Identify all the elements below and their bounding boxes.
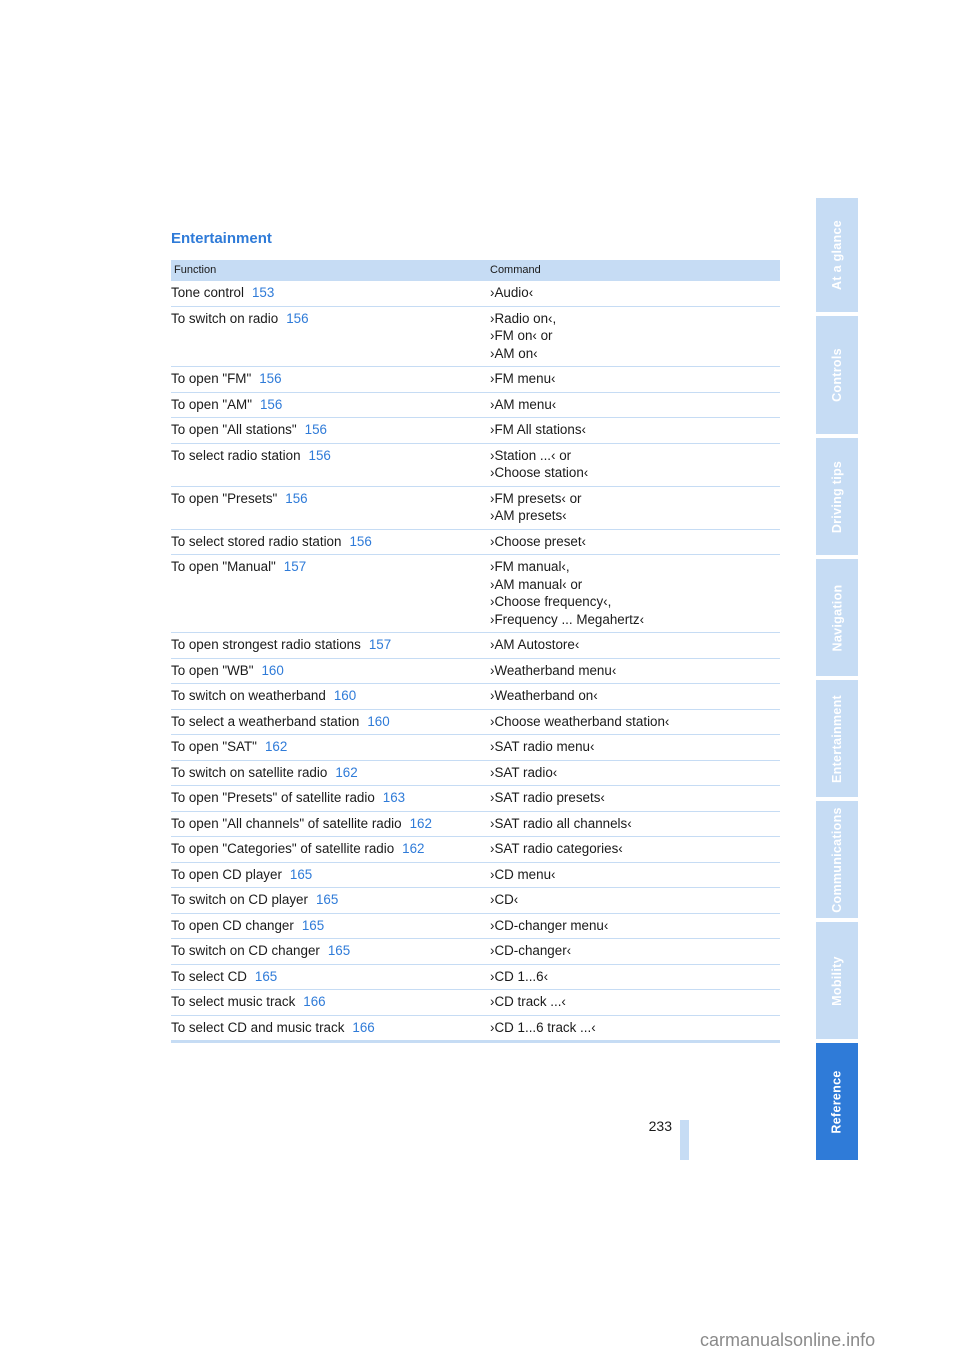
command-cell [490, 866, 780, 884]
page-number: 233 [648, 1118, 672, 1134]
function-cell [171, 815, 490, 833]
page-reference-link[interactable]: 166 [352, 1019, 375, 1035]
side-tab-at-a-glance[interactable] [816, 198, 858, 312]
function-cell [171, 738, 490, 756]
function-cell [171, 533, 490, 551]
function-cell [171, 942, 490, 960]
side-tab-label: Driving tips [830, 460, 845, 533]
function-text: To open "SAT" [171, 739, 257, 754]
table-row [171, 418, 780, 444]
function-text: To open "Presets" of satellite radio [171, 790, 375, 805]
command-cell [490, 636, 780, 654]
function-cell [171, 917, 490, 935]
page-reference-link[interactable]: 156 [259, 396, 283, 412]
function-cell [171, 891, 490, 909]
table-row [171, 863, 780, 889]
command-cell [490, 490, 780, 525]
function-text: To open CD player [171, 866, 282, 882]
command-text: ›FM presets‹ or [490, 490, 582, 506]
table-row [171, 990, 780, 1016]
function-text: To switch on CD player [171, 892, 308, 907]
command-text: ›Weatherband menu‹ [490, 662, 617, 678]
command-text: ›SAT radio menu‹ [490, 739, 595, 754]
table-row [171, 307, 780, 368]
function-text: To open "Presets" [171, 490, 278, 506]
table-header [171, 260, 780, 281]
table-row [171, 487, 780, 530]
side-tab-label: Controls [830, 348, 845, 402]
command-cell [490, 738, 780, 756]
function-text: To open "FM" [171, 371, 252, 386]
function-cell [171, 1019, 490, 1037]
function-text: To open "Categories" of satellite radio [171, 841, 395, 856]
function-text: To open "All channels" of satellite radio [171, 815, 402, 831]
page-reference-link[interactable]: 156 [304, 422, 327, 437]
table-row [171, 367, 780, 393]
page-reference-link[interactable]: 156 [286, 310, 309, 326]
command-text: ›SAT radio all channels‹ [490, 815, 632, 831]
function-text: To select music track [171, 994, 296, 1009]
side-tab-controls[interactable] [816, 316, 858, 434]
table-row [171, 965, 780, 991]
table-row [171, 281, 780, 307]
page-reference-link[interactable]: 162 [409, 815, 432, 831]
function-text: To open "WB" [171, 662, 254, 678]
table-row [171, 812, 780, 838]
function-text: To open "AM" [171, 396, 252, 412]
command-text: ›CD-changer menu‹ [490, 917, 609, 933]
page-reference-link[interactable]: 156 [285, 490, 308, 506]
command-cell [490, 917, 780, 935]
side-tab-driving-tips[interactable] [816, 438, 858, 555]
table-row [171, 530, 780, 556]
function-text: Tone control [171, 285, 244, 300]
command-cell [490, 447, 780, 482]
command-text: ›Audio‹ [490, 285, 534, 300]
section-title: Entertainment [171, 230, 272, 247]
function-cell [171, 993, 490, 1011]
page-reference-link[interactable]: 160 [367, 713, 390, 729]
function-text: To select radio station [171, 447, 301, 463]
command-cell [490, 764, 780, 782]
table-row [171, 888, 780, 914]
function-cell [171, 421, 490, 439]
command-text: ›Choose frequency‹, [490, 594, 612, 609]
table-row [171, 393, 780, 419]
function-cell [171, 713, 490, 731]
command-cell [490, 310, 780, 363]
header-command: Command [490, 263, 541, 276]
command-cell [490, 713, 780, 731]
function-text: To select CD and music track [171, 1019, 345, 1035]
page-reference-link[interactable]: 157 [368, 637, 392, 652]
function-text: To select stored radio station [171, 533, 342, 549]
command-cell [490, 789, 780, 807]
function-cell [171, 636, 490, 654]
page-reference-link[interactable]: 165 [301, 917, 325, 933]
side-tabs [816, 198, 858, 1160]
command-table [171, 260, 780, 1043]
table-row [171, 735, 780, 761]
page-reference-link[interactable]: 166 [303, 994, 326, 1009]
function-cell [171, 866, 490, 884]
watermark: carmanualsonline.info [700, 1330, 876, 1350]
table-row [171, 761, 780, 787]
command-cell [490, 968, 780, 986]
command-text: ›FM menu‹ [490, 371, 556, 386]
side-tab-entertainment[interactable] [816, 680, 858, 797]
table-row [171, 684, 780, 710]
command-text: ›SAT radio categories‹ [490, 841, 623, 856]
command-text: ›Station ...‹ or [490, 447, 572, 463]
page-reference-link[interactable]: 165 [254, 968, 278, 984]
function-text: To switch on CD changer [171, 943, 320, 958]
page-reference-link[interactable]: 160 [261, 662, 284, 678]
function-text: To switch on radio [171, 310, 279, 326]
page-reference-link[interactable]: 156 [308, 447, 331, 463]
command-text: ›CD‹ [490, 892, 519, 907]
page-reference-link[interactable]: 162 [264, 739, 288, 754]
command-text: ›Radio on‹, [490, 310, 557, 326]
function-text: To select CD [171, 968, 247, 984]
side-tab-navigation[interactable] [816, 559, 858, 676]
page-reference-link[interactable]: 153 [251, 285, 275, 300]
function-cell [171, 687, 490, 705]
page-reference-link[interactable]: 165 [327, 943, 351, 958]
command-text: ›AM Autostore‹ [490, 637, 580, 652]
command-cell [490, 558, 780, 628]
command-cell [490, 942, 780, 960]
page-reference-link[interactable]: 162 [335, 764, 358, 780]
header-function: Function [174, 263, 217, 276]
table-row [171, 444, 780, 487]
table-row [171, 837, 780, 863]
function-text: To switch on weatherband [171, 688, 326, 703]
table-row [171, 710, 780, 736]
page-reference-link[interactable]: 156 [349, 533, 372, 549]
function-cell [171, 284, 490, 302]
page-reference-link[interactable]: 162 [402, 841, 425, 856]
table-row [171, 659, 780, 685]
function-cell [171, 310, 490, 363]
command-text: ›SAT radio‹ [490, 764, 558, 780]
table-row [171, 939, 780, 965]
function-cell [171, 490, 490, 525]
function-cell [171, 764, 490, 782]
command-text: ›AM presets‹ [490, 508, 567, 523]
command-text: ›CD-changer‹ [490, 943, 572, 958]
command-text: ›AM manual‹ or [490, 576, 583, 592]
page-marker [680, 1120, 689, 1160]
command-cell [490, 993, 780, 1011]
page-reference-link[interactable]: 165 [289, 866, 313, 882]
function-text: To open "Manual" [171, 559, 276, 574]
table-body [171, 281, 780, 1043]
table-row [171, 786, 780, 812]
command-text: ›CD track ...‹ [490, 994, 566, 1009]
side-tab-label: Reference [830, 1069, 844, 1134]
function-cell [171, 662, 490, 680]
function-cell [171, 968, 490, 986]
function-cell [171, 396, 490, 414]
side-tab-label: Mobility [830, 955, 844, 1006]
function-cell [171, 840, 490, 858]
command-cell [490, 370, 780, 388]
page-reference-link[interactable]: 163 [382, 790, 406, 805]
command-text: ›CD 1...6 track ...‹ [490, 1019, 596, 1035]
command-cell [490, 533, 780, 551]
command-cell [490, 891, 780, 909]
command-text: ›Choose weatherband station‹ [490, 713, 670, 729]
side-tab-mobility[interactable] [816, 922, 858, 1039]
command-text: ›CD 1...6‹ [490, 968, 549, 984]
command-text: ›Frequency ... Megahertz‹ [490, 611, 645, 627]
function-text: To open strongest radio stations [171, 637, 361, 652]
table-row [171, 1016, 780, 1044]
command-text: ›CD menu‹ [490, 866, 556, 882]
command-text: ›Choose station‹ [490, 465, 589, 480]
command-cell [490, 421, 780, 439]
command-text: ›Weatherband on‹ [490, 688, 598, 703]
page-reference-link[interactable]: 165 [315, 892, 339, 907]
side-tab-label: Communications [830, 806, 845, 913]
function-cell [171, 370, 490, 388]
side-tab-reference[interactable] [816, 1043, 858, 1160]
function-text: To open "All stations" [171, 422, 297, 437]
side-tab-label: Entertainment [830, 694, 845, 783]
side-tab-label: At a glance [830, 220, 844, 290]
table-row [171, 914, 780, 940]
table-row [171, 555, 780, 633]
command-text: ›FM manual‹, [490, 559, 570, 574]
command-text: ›FM All stations‹ [490, 422, 586, 437]
page-reference-link[interactable]: 157 [283, 559, 307, 574]
side-tab-communications[interactable] [816, 801, 858, 918]
function-text: To open CD changer [171, 917, 294, 933]
function-text: To select a weatherband station [171, 713, 360, 729]
command-cell [490, 284, 780, 302]
command-text: ›AM menu‹ [490, 396, 557, 412]
command-cell [490, 687, 780, 705]
table-row [171, 633, 780, 659]
command-cell [490, 396, 780, 414]
command-text: ›Choose preset‹ [490, 533, 587, 549]
command-cell [490, 840, 780, 858]
function-text: To switch on satellite radio [171, 764, 328, 780]
side-tab-label: Navigation [830, 584, 844, 651]
function-cell [171, 789, 490, 807]
page-reference-link[interactable]: 156 [259, 371, 282, 386]
command-cell [490, 662, 780, 680]
command-text: ›AM on‹ [490, 345, 538, 361]
command-cell [490, 1019, 780, 1037]
page-reference-link[interactable]: 160 [333, 688, 357, 703]
command-text: ›SAT radio presets‹ [490, 790, 605, 805]
command-cell [490, 815, 780, 833]
command-text: ›FM on‹ or [490, 328, 553, 343]
function-cell [171, 447, 490, 482]
function-cell [171, 558, 490, 628]
